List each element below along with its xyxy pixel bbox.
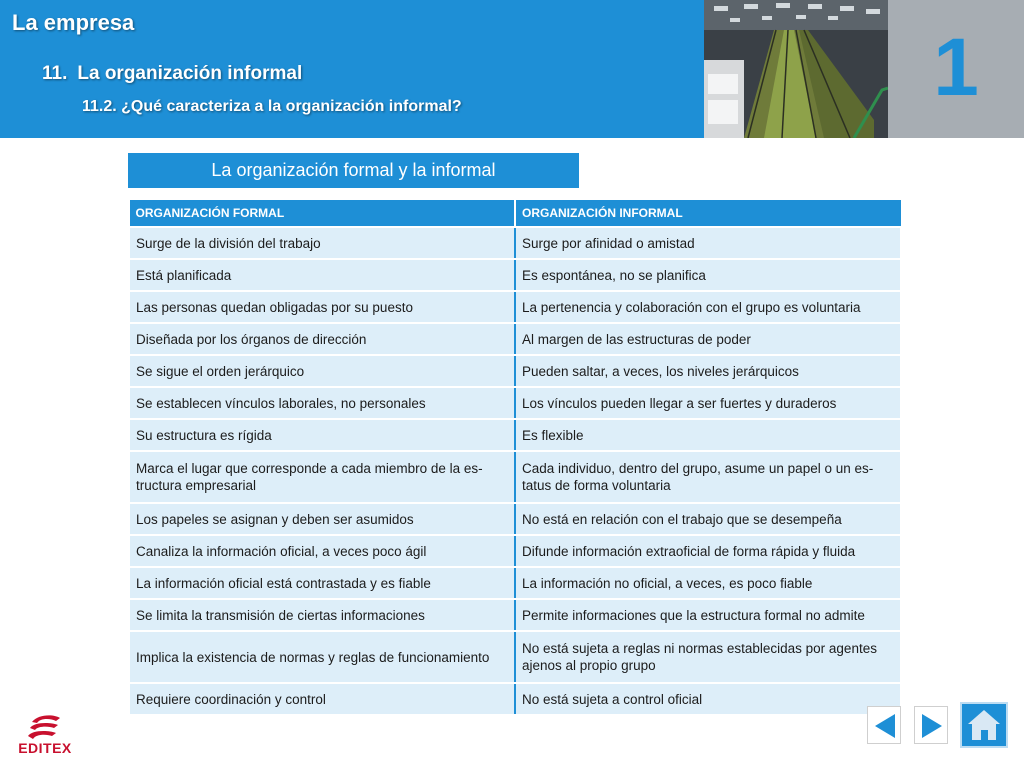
cell-formal: Requiere coordinación y control [129, 683, 515, 715]
chapter-title: La empresa [12, 10, 135, 35]
cell-formal: Diseñada por los órganos de dirección [129, 323, 515, 355]
cell-formal: Marca el lugar que corresponde a cada miembro de la es-tructura empresarial [129, 451, 515, 503]
logo-text: EDITEX [18, 740, 72, 756]
unit-number-panel [888, 0, 1024, 138]
cell-informal: No está sujeta a reglas ni normas establecidas por agentes ajenos al propio grupo [515, 631, 901, 683]
cell-informal: Los vínculos pueden llegar a ser fuertes y duraderos [515, 387, 901, 419]
table-row [129, 323, 901, 355]
cell-informal: Al margen de las estructuras de poder [515, 323, 901, 355]
table-header-row [129, 200, 901, 228]
cell-formal: Está planificada [129, 259, 515, 291]
table-row [129, 567, 901, 599]
header-formal: ORGANIZACIÓN FORMAL [129, 200, 515, 228]
table-row [129, 535, 901, 567]
cell-informal: La información no oficial, a veces, es poco fiable [515, 567, 901, 599]
cell-formal: Su estructura es rígida [129, 419, 515, 451]
table-row [129, 503, 901, 535]
table-row [129, 683, 901, 715]
cell-formal: Implica la existencia de normas y reglas de funcionamiento [129, 631, 515, 683]
cell-formal: Se sigue el orden jerárquico [129, 355, 515, 387]
cell-formal: Las personas quedan obligadas por su puesto [129, 291, 515, 323]
subsection-title: 11.2. ¿Qué caracteriza a la organización informal? [82, 98, 462, 115]
section-number: 11. [42, 63, 68, 84]
table-row [129, 451, 901, 503]
cell-informal: Es flexible [515, 419, 901, 451]
table-caption: La organización formal y la informal [128, 153, 579, 188]
cell-formal: Los papeles se asignan y deben ser asumidos [129, 503, 515, 535]
cell-informal: Cada individuo, dentro del grupo, asume un papel o un es-tatus de forma voluntaria [515, 451, 901, 503]
cell-formal: Se establecen vínculos laborales, no personales [129, 387, 515, 419]
section-title-text: La organización informal [77, 63, 303, 84]
editex-logo [10, 712, 80, 760]
table-row [129, 599, 901, 631]
cell-informal: Surge por afinidad o amistad [515, 227, 901, 259]
table-row [129, 227, 901, 259]
table-row [129, 631, 901, 683]
table-row [129, 419, 901, 451]
unit-number: 1 [933, 22, 979, 113]
editex-e-icon [10, 712, 80, 742]
header-informal: ORGANIZACIÓN INFORMAL [515, 200, 901, 228]
cell-informal: La pertenencia y colaboración con el grupo es voluntaria [515, 291, 901, 323]
cell-formal: Surge de la división del trabajo [129, 227, 515, 259]
cell-informal: Difunde información extraoficial de forma rápida y fluida [515, 535, 901, 567]
home-icon [962, 704, 1006, 746]
table-row [129, 291, 901, 323]
cell-informal: No está sujeta a control oficial [515, 683, 901, 715]
arrow-right-icon [915, 707, 949, 745]
table-row [129, 355, 901, 387]
next-button[interactable] [914, 706, 948, 744]
arrow-left-icon [868, 707, 902, 745]
comparison-table [128, 199, 902, 716]
home-button[interactable] [960, 702, 1008, 748]
table-row [129, 387, 901, 419]
cell-formal: Canaliza la información oficial, a veces poco ágil [129, 535, 515, 567]
previous-button[interactable] [867, 706, 901, 744]
cell-informal: Es espontánea, no se planifica [515, 259, 901, 291]
cell-informal: No está en relación con el trabajo que se desempeña [515, 503, 901, 535]
table-row [129, 259, 901, 291]
cell-formal: Se limita la transmisión de ciertas informaciones [129, 599, 515, 631]
header-banner [0, 0, 704, 138]
cell-informal: Pueden saltar, a veces, los niveles jerárquicos [515, 355, 901, 387]
section-title [42, 63, 302, 85]
cell-formal: La información oficial está contrastada y es fiable [129, 567, 515, 599]
warehouse-photo [704, 0, 888, 138]
cell-informal: Permite informaciones que la estructura formal no admite [515, 599, 901, 631]
